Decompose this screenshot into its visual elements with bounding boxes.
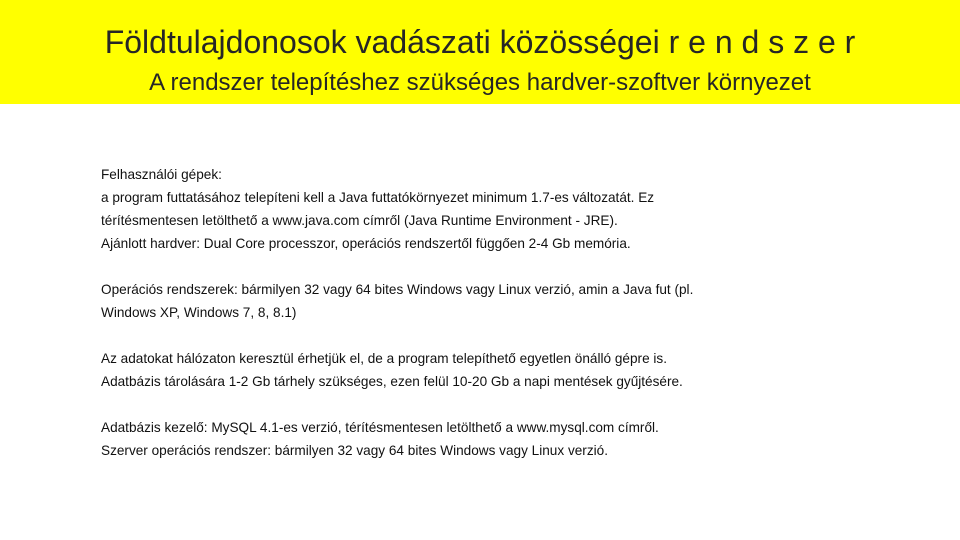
paragraph-network-storage <box>101 347 841 393</box>
slide-title: Földtulajdonosok vadászati közösségei r e n d s z e r <box>104 24 856 60</box>
text-line: Windows XP, Windows 7, 8, 8.1) <box>101 305 297 320</box>
text-line: Szerver operációs rendszer: bármilyen 32 vagy 64 bites Windows vagy Linux verzió. <box>101 443 608 458</box>
slide-body <box>101 163 841 485</box>
text-line: Adatbázis kezelő: MySQL 4.1-es verzió, térítésmentesen letölthető a www.mysql.com címről. <box>101 420 659 435</box>
text-line: Felhasználói gépek: <box>101 167 222 182</box>
text-line: a program futtatásához telepíteni kell a Java futtatókörnyezet minimum 1.7-es változatát. Ez <box>101 190 655 205</box>
title-banner <box>0 0 960 104</box>
text-line: Operációs rendszerek: bármilyen 32 vagy 64 bites Windows vagy Linux verzió, amin a Java fut (pl. <box>101 282 694 297</box>
text-line: Ajánlott hardver: Dual Core processzor, operációs rendszertől függően 2-4 Gb memória. <box>101 236 631 251</box>
text-line: Adatbázis tárolására 1-2 Gb tárhely szükséges, ezen felül 10-20 Gb a napi mentések gyűjtésére. <box>101 374 683 389</box>
paragraph-user-machines <box>101 163 841 255</box>
paragraph-database-server <box>101 416 841 462</box>
paragraph-operating-systems <box>101 278 841 324</box>
text-line: térítésmentesen letölthető a www.java.com címről (Java Runtime Environment - JRE). <box>101 213 618 228</box>
slide-subtitle: A rendszer telepítéshez szükséges hardver-szoftver környezet <box>149 69 811 96</box>
text-line: Az adatokat hálózaton keresztül érhetjük el, de a program telepíthető egyetlen önálló gépre is. <box>101 351 668 366</box>
